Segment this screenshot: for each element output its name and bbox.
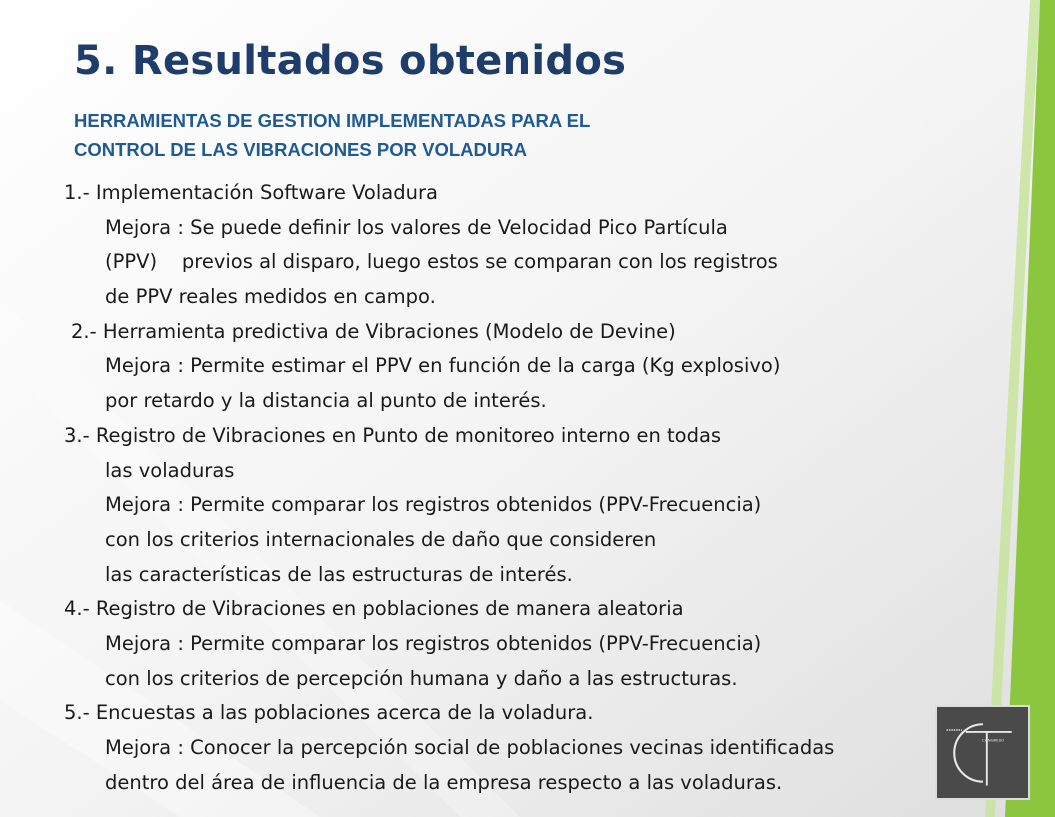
item-1-text: Mejora : Se puede definir los valores de Velocidad Pico Partícula — [105, 215, 728, 239]
item-3-heading: 3.- Registro de Vibraciones en Punto de monitoreo interno en todas — [64, 423, 722, 447]
item-3-text: con los criterios internacionales de daño que consideren — [105, 527, 657, 551]
item-2-heading: 2.- Herramienta predictiva de Vibraciones (Modelo de Devine) — [71, 319, 676, 343]
item-1-heading: 1.- Implementación Software Voladura — [64, 181, 438, 204]
item-4-text: con los criterios de percepción humana y daño a las estructuras. — [105, 666, 738, 690]
page-title: 5. Resultados obtenidos — [74, 38, 627, 84]
congreso-ct-logo-icon — [935, 705, 1030, 800]
section-subtitle — [74, 106, 774, 164]
item-3-text: Mejora : Permite comparar los registros obtenidos (PPV-Frecuencia) — [105, 493, 762, 517]
item-3-text: las características de las estructuras de interés. — [105, 562, 573, 586]
item-3-heading-cont: las voladuras — [105, 458, 235, 482]
item-4-text: Mejora : Permite comparar los registros obtenidos (PPV-Frecuencia) — [105, 631, 762, 655]
logo-text: CONGRESO — [982, 737, 1005, 743]
item-5-text: dentro del área de influencia de la empresa respecto a las voladuras. — [105, 770, 783, 794]
item-1-text: de PPV reales medidos en campo. — [105, 285, 436, 309]
item-5-heading: 5.- Encuestas a las poblaciones acerca de la voladura. — [64, 701, 594, 725]
item-2-text: por retardo y la distancia al punto de interés. — [105, 389, 547, 413]
item-4-heading: 4.- Registro de Vibraciones en poblaciones de manera aleatoria — [64, 597, 684, 621]
subtitle-line-1: HERRAMIENTAS DE GESTION IMPLEMENTADAS PARA EL — [74, 110, 591, 131]
subtitle-line-2: CONTROL DE LAS VIBRACIONES POR VOLADURA — [74, 139, 527, 160]
item-5-text: Mejora : Conocer la percepción social de poblaciones vecinas identificadas — [105, 736, 835, 759]
results-list — [64, 176, 1004, 800]
item-2-text: Mejora : Permite estimar el PPV en función de la carga (Kg explosivo) — [105, 354, 781, 378]
item-1-text: (PPV) previos al disparo, luego estos se comparan con los registros — [105, 250, 778, 274]
